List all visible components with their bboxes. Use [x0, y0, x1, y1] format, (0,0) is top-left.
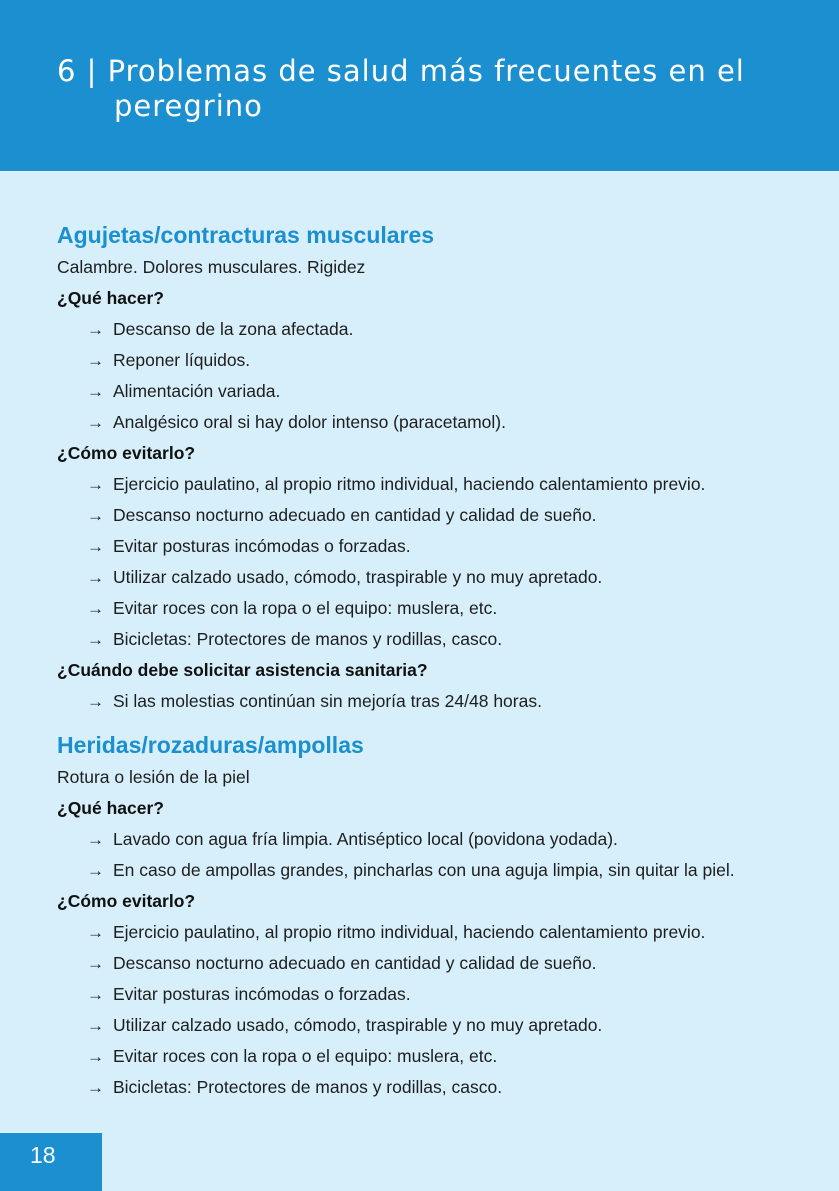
bullet-item-text: Descanso de la zona afectada.	[113, 319, 354, 339]
subsection-heading: ¿Qué hacer?	[57, 798, 164, 818]
bullet-item	[57, 500, 817, 531]
bullet-item	[57, 562, 817, 593]
right-arrow-icon: →	[87, 1047, 104, 1066]
bullet-item-text: Reponer líquidos.	[113, 350, 251, 370]
bullet-item-text: Ejercicio paulatino, al propio ritmo individual, haciendo calentamiento previo.	[113, 474, 706, 494]
bullet-item	[57, 345, 817, 376]
right-arrow-icon: →	[87, 1078, 104, 1097]
bullet-list	[57, 686, 817, 717]
right-arrow-icon: →	[87, 692, 104, 711]
chapter-title-line-1: 6 | Problemas de salud más frecuentes en el	[57, 54, 745, 88]
chapter-title-line-2: peregrino	[114, 89, 263, 123]
bullet-list	[57, 917, 817, 1103]
chapter-title	[57, 54, 777, 124]
bullet-item-text: Evitar roces con la ropa o el equipo: muslera, etc.	[113, 1046, 498, 1066]
bullet-item-text: Lavado con agua fría limpia. Antiséptico local (povidona yodada).	[113, 829, 618, 849]
right-arrow-icon: →	[87, 1016, 104, 1035]
subsection-heading: ¿Cómo evitarlo?	[57, 891, 196, 911]
bullet-item	[57, 314, 817, 345]
main-content	[57, 218, 817, 1103]
bullet-item	[57, 948, 817, 979]
bullet-item-text: Bicicletas: Protectores de manos y rodillas, casco.	[113, 629, 503, 649]
bullet-list	[57, 824, 817, 886]
bullet-item-text: Utilizar calzado usado, cómodo, traspirable y no muy apretado.	[113, 567, 603, 587]
section-description: Calambre. Dolores musculares. Rigidez	[57, 257, 366, 277]
right-arrow-icon: →	[87, 830, 104, 849]
bullet-item-text: En caso de ampollas grandes, pincharlas con una aguja limpia, sin quitar la piel.	[113, 860, 735, 880]
right-arrow-icon: →	[87, 923, 104, 942]
right-arrow-icon: →	[87, 413, 104, 432]
section-title: Heridas/rozaduras/ampollas	[57, 732, 364, 758]
bullet-item-text: Ejercicio paulatino, al propio ritmo individual, haciendo calentamiento previo.	[113, 922, 706, 942]
right-arrow-icon: →	[87, 320, 104, 339]
bullet-item	[57, 917, 817, 948]
right-arrow-icon: →	[87, 861, 104, 880]
subsection-heading: ¿Cuándo debe solicitar asistencia sanitaria?	[57, 660, 428, 680]
bullet-list	[57, 469, 817, 655]
right-arrow-icon: →	[87, 985, 104, 1004]
bullet-item-text: Evitar posturas incómodas o forzadas.	[113, 536, 411, 556]
right-arrow-icon: →	[87, 537, 104, 556]
right-arrow-icon: →	[87, 475, 104, 494]
bullet-item	[57, 1010, 817, 1041]
bullet-item	[57, 1041, 817, 1072]
right-arrow-icon: →	[87, 954, 104, 973]
right-arrow-icon: →	[87, 630, 104, 649]
bullet-item-text: Evitar roces con la ropa o el equipo: muslera, etc.	[113, 598, 498, 618]
bullet-item	[57, 469, 817, 500]
bullet-item	[57, 624, 817, 655]
bullet-item-text: Utilizar calzado usado, cómodo, traspirable y no muy apretado.	[113, 1015, 603, 1035]
bullet-item	[57, 686, 817, 717]
bullet-item-text: Analgésico oral si hay dolor intenso (paracetamol).	[113, 412, 506, 432]
subsection-heading: ¿Cómo evitarlo?	[57, 443, 196, 463]
content-section	[57, 218, 817, 717]
bullet-item	[57, 593, 817, 624]
bullet-item	[57, 376, 817, 407]
bullet-item	[57, 1072, 817, 1103]
page-number-box	[0, 1133, 102, 1191]
right-arrow-icon: →	[87, 351, 104, 370]
right-arrow-icon: →	[87, 599, 104, 618]
right-arrow-icon: →	[87, 382, 104, 401]
bullet-list	[57, 314, 817, 438]
bullet-item-text: Si las molestias continúan sin mejoría tras 24/48 horas.	[113, 691, 542, 711]
right-arrow-icon: →	[87, 568, 104, 587]
section-title: Agujetas/contracturas musculares	[57, 222, 435, 248]
bullet-item-text: Alimentación variada.	[113, 381, 281, 401]
bullet-item	[57, 979, 817, 1010]
bullet-item	[57, 531, 817, 562]
section-description: Rotura o lesión de la piel	[57, 767, 250, 787]
page-number: 18	[30, 1142, 56, 1168]
bullet-item-text: Evitar posturas incómodas o forzadas.	[113, 984, 411, 1004]
bullet-item-text: Descanso nocturno adecuado en cantidad y calidad de sueño.	[113, 505, 597, 525]
bullet-item-text: Descanso nocturno adecuado en cantidad y calidad de sueño.	[113, 953, 597, 973]
bullet-item	[57, 824, 817, 855]
bullet-item	[57, 855, 817, 886]
content-section	[57, 728, 817, 1103]
subsection-heading: ¿Qué hacer?	[57, 288, 164, 308]
right-arrow-icon: →	[87, 506, 104, 525]
bullet-item-text: Bicicletas: Protectores de manos y rodillas, casco.	[113, 1077, 503, 1097]
bullet-item	[57, 407, 817, 438]
